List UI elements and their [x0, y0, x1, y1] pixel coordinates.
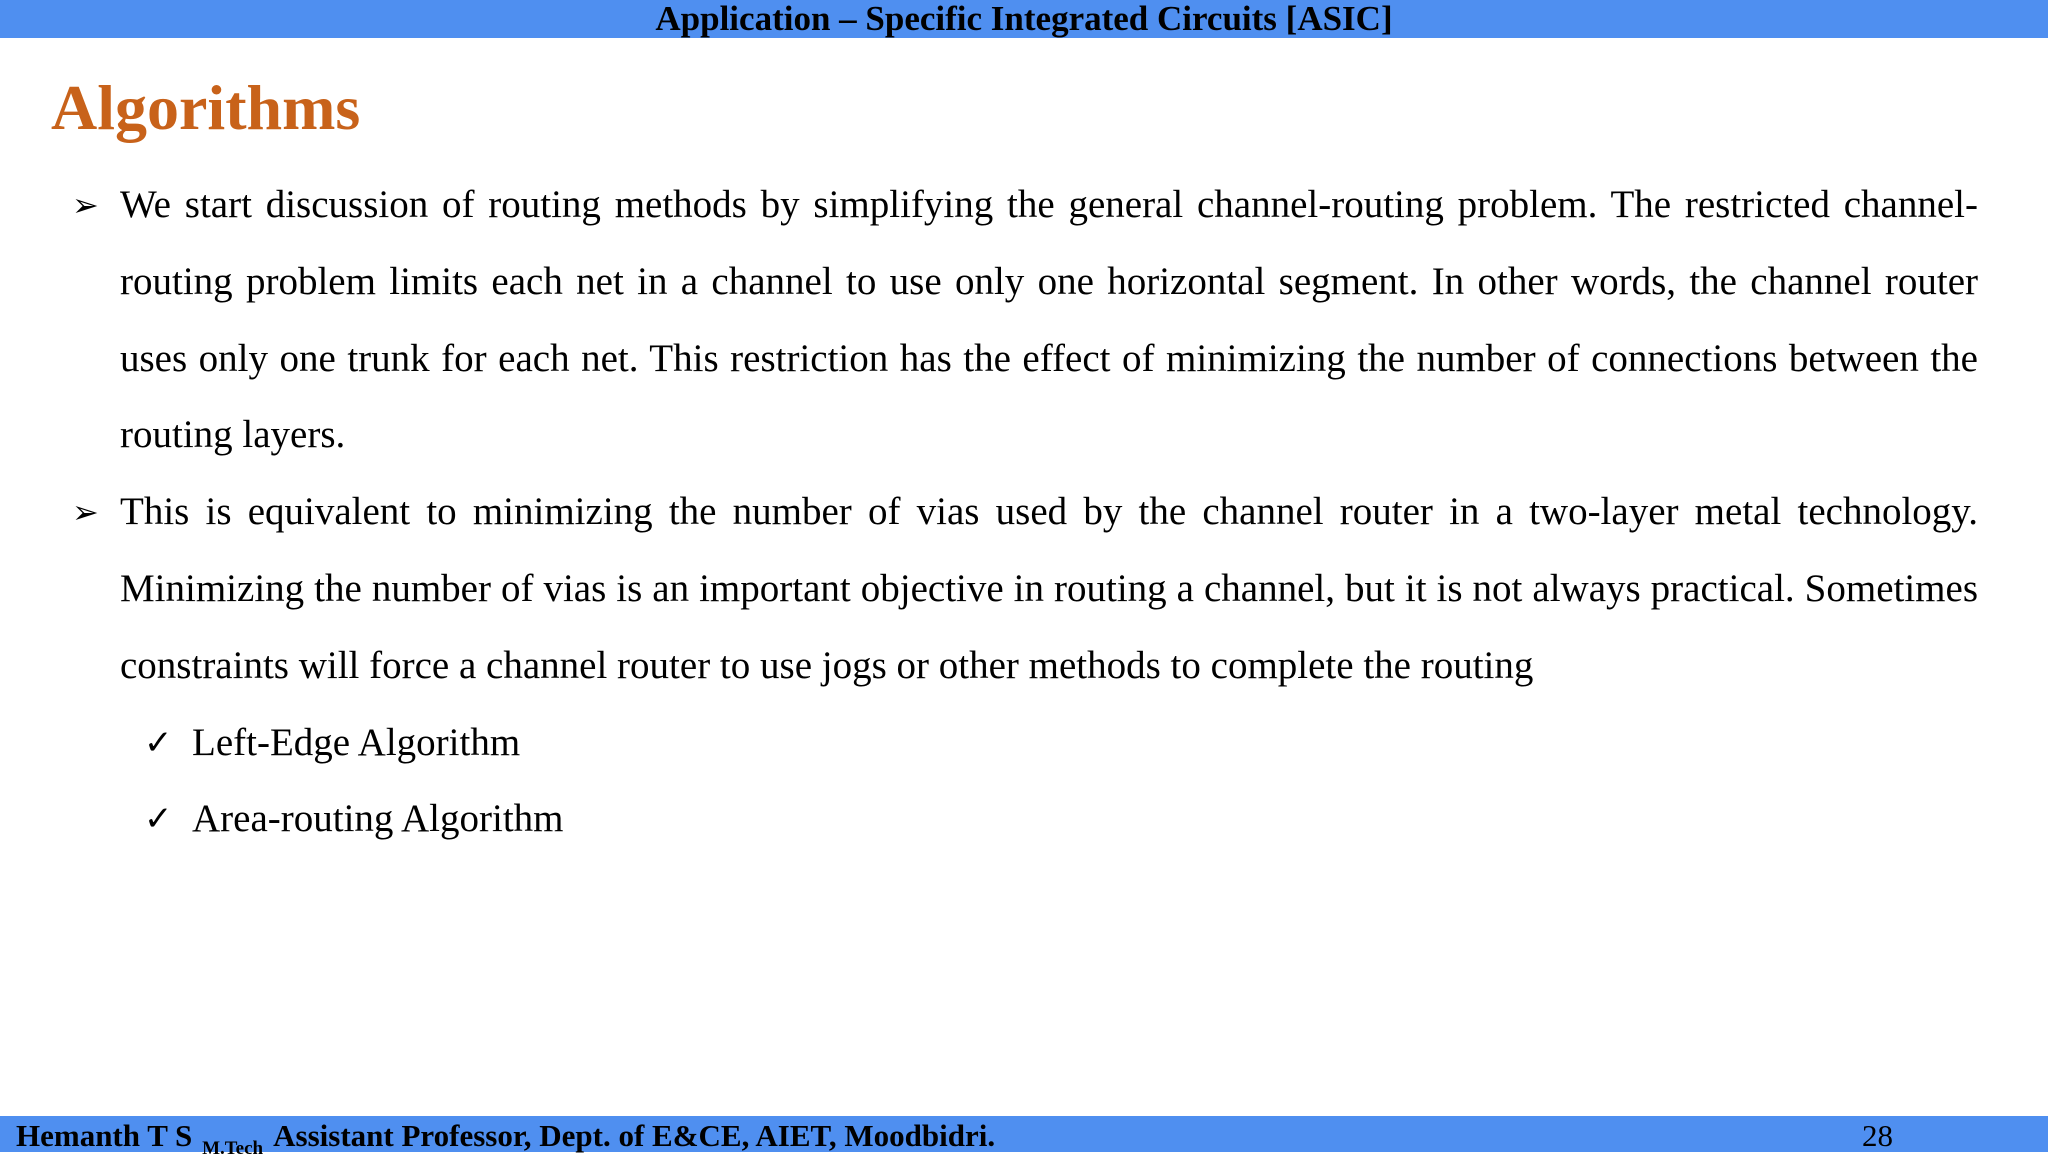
arrowhead-bullet-icon: ➢	[72, 493, 99, 532]
sub-bullet-text: Left-Edge Algorithm	[192, 720, 521, 764]
header-bar	[0, 0, 2048, 38]
bullet-text: This is equivalent to minimizing the number of vias used by the channel router in a two-layer metal technology. Minimizing the number of vias is an important objective in routing a channel, but it is not always practical. Sometimes constraints will force a channel router to use jogs or other methods to complete the routing	[120, 490, 1978, 687]
checkmark-icon: ✓	[144, 722, 173, 763]
sub-bullet-item	[144, 781, 1978, 858]
footer-degree: M.Tech	[202, 1138, 264, 1159]
footer-author: Hemanth T S	[16, 1118, 193, 1153]
bullet-item	[72, 474, 1978, 704]
page-number: 28	[1862, 1118, 1893, 1153]
footer-credit	[16, 1116, 995, 1161]
sub-bullet-list	[72, 705, 1978, 859]
page-title: Algorithms	[51, 72, 361, 143]
slide-content	[72, 167, 1978, 858]
footer-affiliation: Assistant Professor, Dept. of E&CE, AIET, Moodbidri.	[273, 1118, 996, 1153]
footer-bar	[0, 1116, 2048, 1159]
header-title: Application – Specific Integrated Circuits [ASIC]	[655, 0, 1393, 38]
sub-bullet-text: Area-routing Algorithm	[192, 797, 564, 841]
bullet-item	[72, 167, 1978, 474]
arrowhead-bullet-icon: ➢	[72, 186, 99, 224]
sub-bullet-item	[144, 705, 1978, 782]
bullet-text: We start discussion of routing methods by simplifying the general channel-routing problem. The restricted channel-routing problem limits each net in a channel to use only one horizontal segment. In other words, the channel router uses only one trunk for each net. This restriction has the effect of minimizing the number of connections between the routing layers.	[120, 183, 1978, 457]
checkmark-icon: ✓	[144, 799, 173, 840]
